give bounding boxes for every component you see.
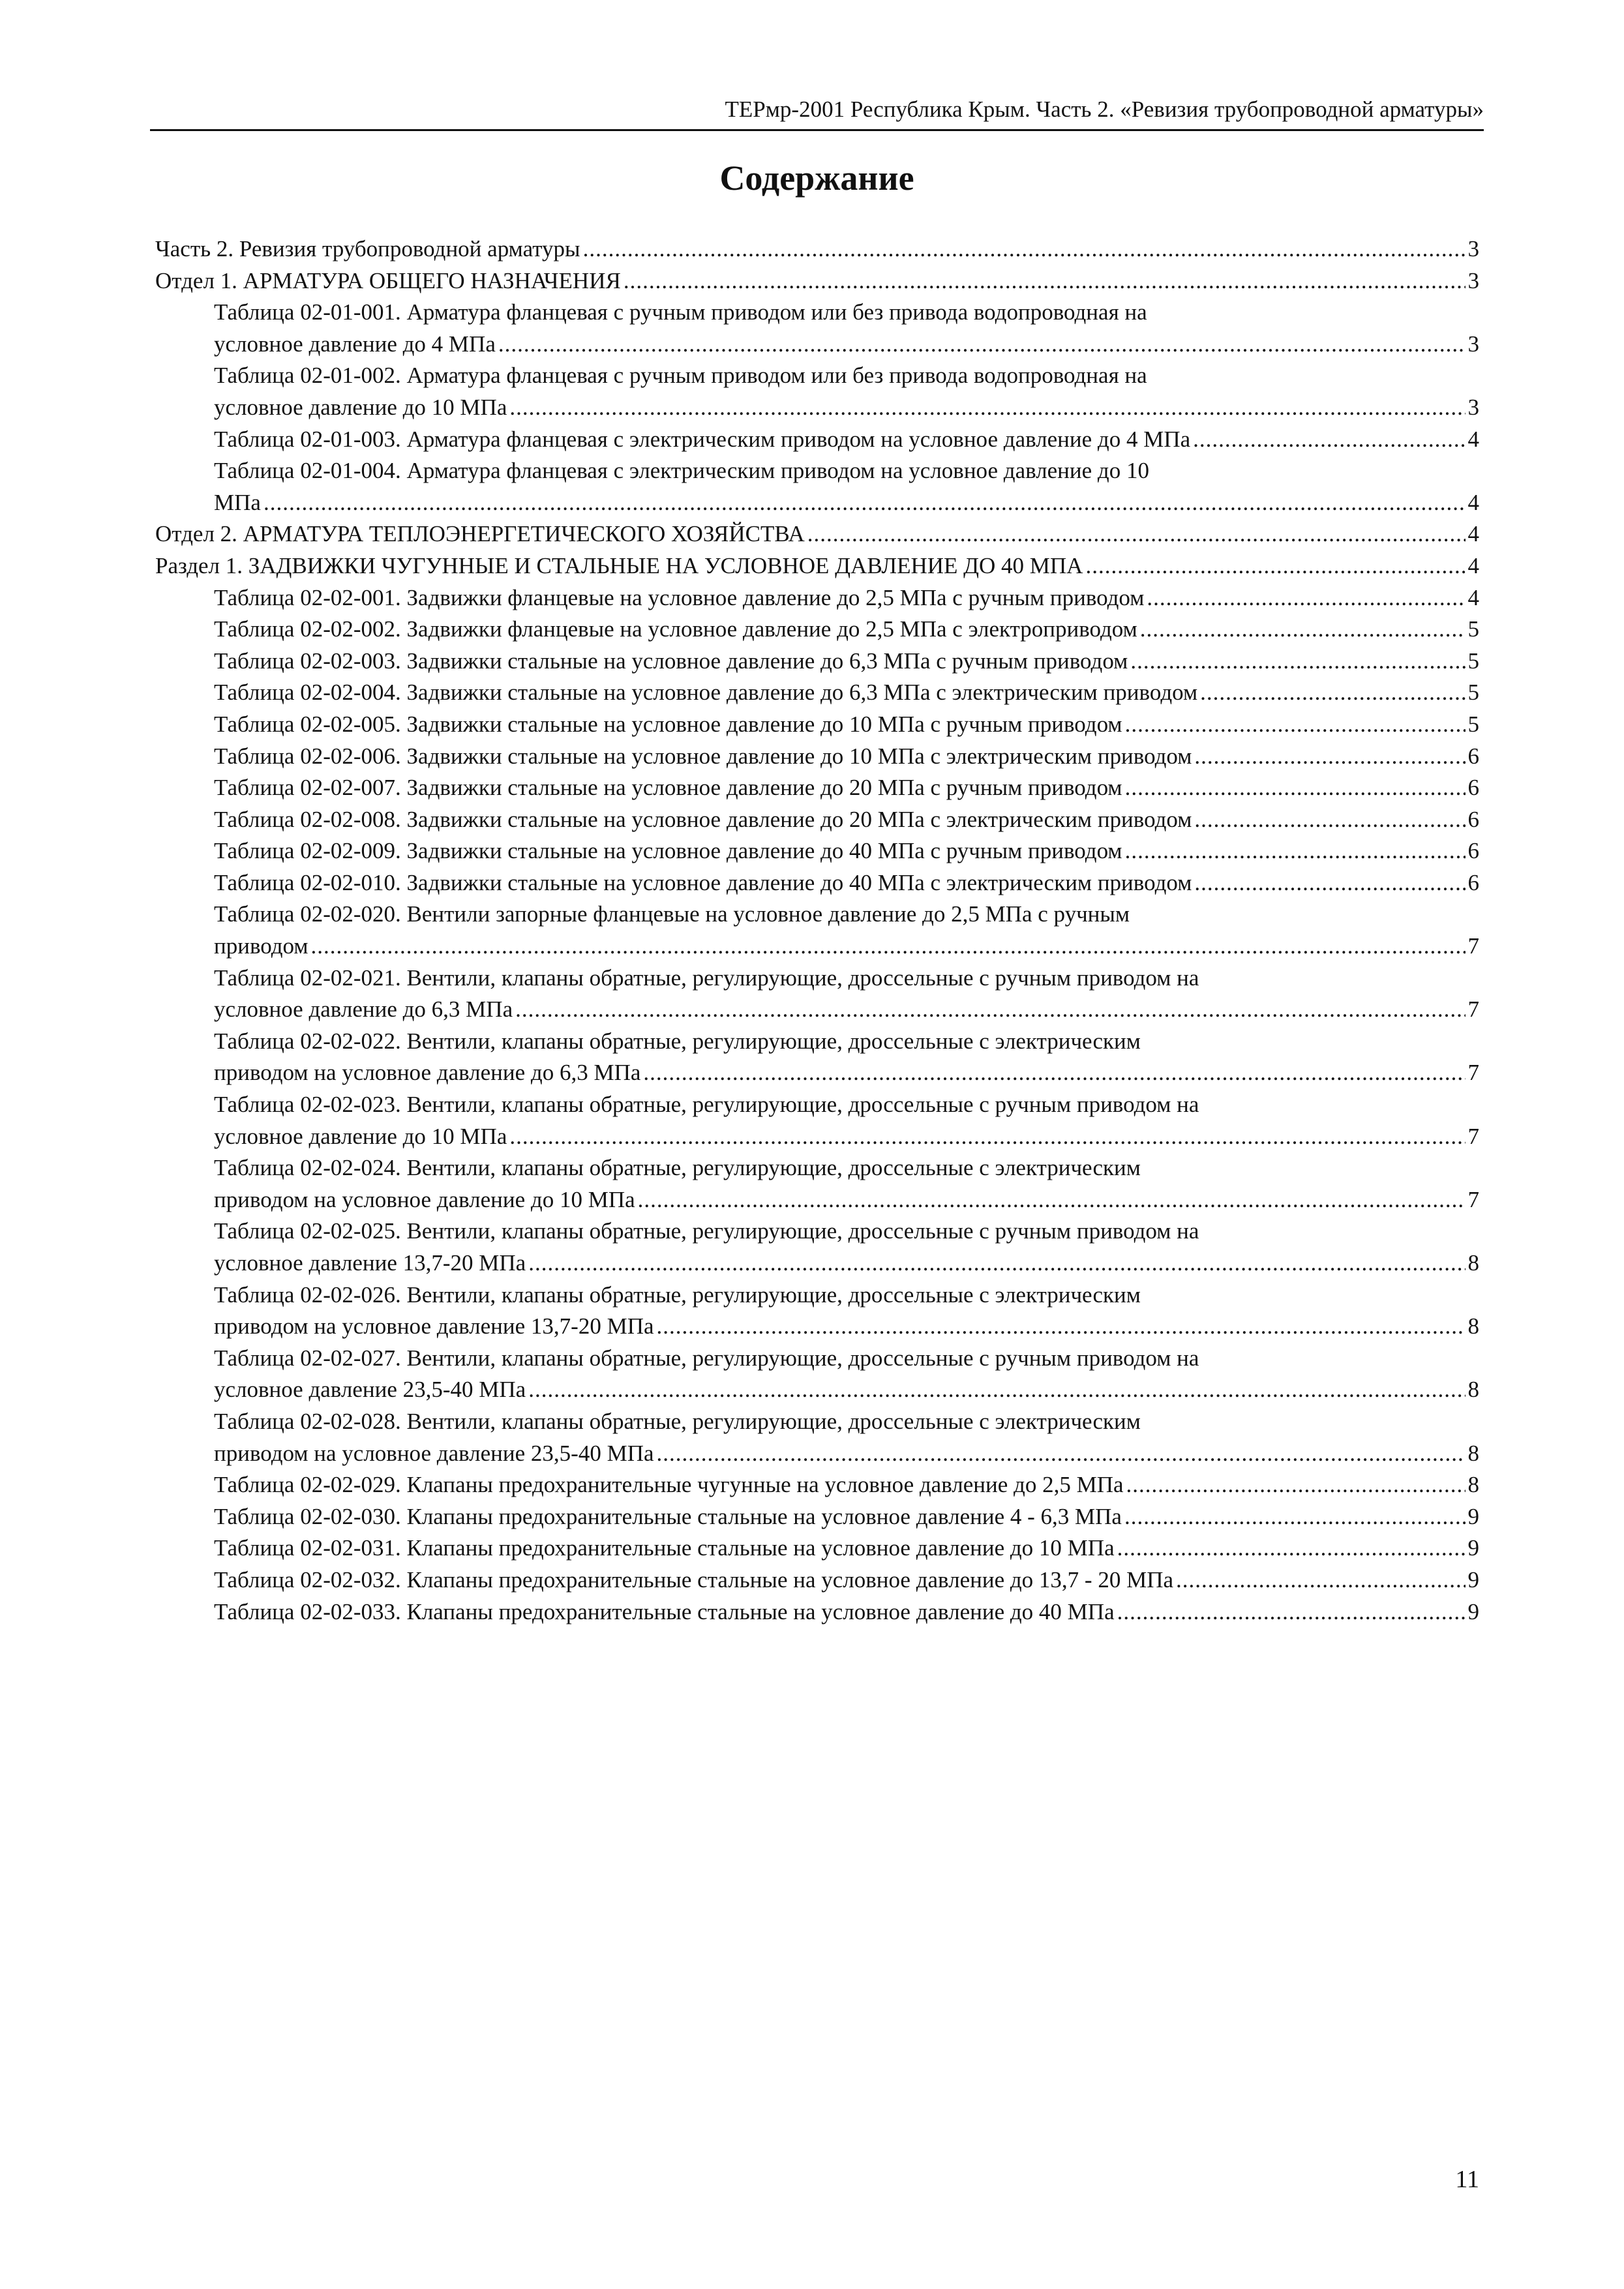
- toc-entry-text: Таблица 02-02-021. Вентили, клапаны обратные, регулирующие, дроссельные с ручным приводом на: [214, 965, 1199, 991]
- toc-entry-text: Таблица 02-01-001. Арматура фланцевая с ручным приводом или без привода водопроводная на: [214, 299, 1147, 325]
- toc-entry-line: [214, 1343, 1479, 1375]
- toc-entry[interactable]: [155, 1152, 1479, 1216]
- toc-entry-line: [214, 1152, 1479, 1184]
- toc-entry-last-line: [214, 804, 1479, 836]
- toc-entry-text: Отдел 2. АРМАТУРА ТЕПЛОЭНЕРГЕТИЧЕСКОГО ХОЗЯЙСТВА: [155, 521, 805, 547]
- toc-entry[interactable]: [155, 614, 1479, 646]
- toc-leader-dots: [1194, 867, 1465, 899]
- toc-page-number: 6: [1467, 869, 1479, 895]
- toc-entry[interactable]: [155, 518, 1479, 550]
- toc-entry-text: приводом на условное давление до 6,3 МПа: [214, 1060, 641, 1086]
- toc-entry-text: Таблица 02-02-022. Вентили, клапаны обратные, регулирующие, дроссельные с электрическим: [214, 1028, 1141, 1054]
- toc-page-number: 5: [1467, 648, 1479, 674]
- toc-entry-text: Таблица 02-02-002. Задвижки фланцевые на условное давление до 2,5 МПа с электроприводом: [214, 616, 1137, 642]
- toc-entry-text: приводом на условное давление до 10 МПа: [214, 1186, 635, 1212]
- toc-page-number: 7: [1467, 1186, 1479, 1212]
- toc-leader-dots: [311, 931, 1466, 963]
- toc-entry[interactable]: [155, 677, 1479, 709]
- toc-entry-line: [214, 360, 1479, 392]
- toc-page-number: 7: [1467, 1123, 1479, 1149]
- toc-leader-dots: [1194, 741, 1465, 773]
- toc-entry[interactable]: [155, 1596, 1479, 1628]
- toc-entry-text: Таблица 02-02-029. Клапаны предохранительные чугунные на условное давление до 2,5 МПа: [214, 1472, 1124, 1498]
- toc-page-number: 3: [1467, 331, 1479, 357]
- toc-entry-last-line: [155, 518, 1479, 550]
- toc-leader-dots: [1117, 1533, 1466, 1564]
- toc-entry-last-line: [214, 614, 1479, 646]
- toc-leader-dots: [1140, 614, 1466, 646]
- toc-leader-dots: [1117, 1596, 1466, 1628]
- toc-page-number: 9: [1467, 1503, 1479, 1529]
- toc-page-number: 9: [1467, 1566, 1479, 1593]
- toc-leader-dots: [1124, 1501, 1466, 1533]
- toc-entry-last-line: [214, 867, 1479, 899]
- toc-entry-text: Таблица 02-02-023. Вентили, клапаны обратные, регулирующие, дроссельные с ручным приводом на: [214, 1092, 1199, 1118]
- toc-entry[interactable]: [155, 233, 1479, 265]
- toc-entry-text: Отдел 1. АРМАТУРА ОБЩЕГО НАЗНАЧЕНИЯ: [155, 267, 621, 293]
- toc-entry-last-line: [214, 1248, 1479, 1279]
- toc-leader-dots: [515, 994, 1465, 1026]
- toc-entry-text: Таблица 02-02-006. Задвижки стальные на условное давление до 10 МПа с электрическим приводом: [214, 743, 1192, 769]
- toc-entry-line: [214, 1279, 1479, 1311]
- toc-entry-last-line: [214, 1564, 1479, 1596]
- toc-leader-dots: [638, 1184, 1466, 1216]
- toc-entry-text: МПа: [214, 489, 261, 515]
- toc-entry-text: приводом на условное давление 13,7-20 МПа: [214, 1313, 654, 1339]
- toc-entry-text: условное давление до 10 МПа: [214, 394, 507, 420]
- toc-entry-text: Таблица 02-02-026. Вентили, клапаны обратные, регулирующие, дроссельные с электрическим: [214, 1281, 1141, 1308]
- toc-page-number: 5: [1467, 680, 1479, 706]
- toc-page-number: 4: [1467, 426, 1479, 452]
- toc-entry[interactable]: [155, 772, 1479, 804]
- toc-leader-dots: [1176, 1564, 1465, 1596]
- toc-entry[interactable]: [155, 455, 1479, 518]
- toc-entry-last-line: [214, 646, 1479, 678]
- toc-page-number: 8: [1467, 1440, 1479, 1466]
- toc-page-number: 6: [1467, 775, 1479, 801]
- toc-entry-last-line: [214, 1057, 1479, 1089]
- toc-entry-last-line: [214, 487, 1479, 519]
- toc-leader-dots: [509, 1121, 1465, 1153]
- toc-page-number: 4: [1467, 552, 1479, 578]
- toc-entry[interactable]: [155, 360, 1479, 423]
- toc-leader-dots: [263, 487, 1466, 519]
- toc-entry[interactable]: [155, 582, 1479, 614]
- toc-entry-text: Таблица 02-02-004. Задвижки стальные на условное давление до 6,3 МПа с электрическим приводом: [214, 680, 1198, 706]
- toc-entry-last-line: [214, 1311, 1479, 1343]
- toc-leader-dots: [1125, 772, 1466, 804]
- toc-entry[interactable]: [155, 646, 1479, 678]
- toc-page-number: 7: [1467, 1060, 1479, 1086]
- toc-entry-text: Таблица 02-02-027. Вентили, клапаны обратные, регулирующие, дроссельные с ручным приводом на: [214, 1345, 1199, 1371]
- toc-leader-dots: [1085, 550, 1465, 582]
- toc-entry-last-line: [155, 550, 1479, 582]
- toc-entry-last-line: [214, 392, 1479, 424]
- toc-entry-text: Таблица 02-02-005. Задвижки стальные на условное давление до 10 МПа с ручным приводом: [214, 711, 1122, 737]
- toc-entry-text: Часть 2. Ревизия трубопроводной арматуры: [155, 236, 580, 262]
- toc-page-number: 9: [1467, 1535, 1479, 1561]
- toc-entry-text: Таблица 02-02-033. Клапаны предохранительные стальные на условное давление до 40 МПа: [214, 1598, 1115, 1624]
- toc-entry-text: приводом на условное давление 23,5-40 МПа: [214, 1440, 654, 1466]
- toc-entry-text: Таблица 02-02-025. Вентили, клапаны обратные, регулирующие, дроссельные с ручным приводом на: [214, 1218, 1199, 1244]
- toc-leader-dots: [509, 392, 1465, 424]
- toc-entry-text: Таблица 02-02-009. Задвижки стальные на условное давление до 40 МПа с ручным приводом: [214, 838, 1122, 864]
- toc-entry-last-line: [214, 1184, 1479, 1216]
- toc-page-number: 8: [1467, 1313, 1479, 1339]
- toc-entry-text: Таблица 02-01-003. Арматура фланцевая с электрическим приводом на условное давление до 4 МПа: [214, 426, 1191, 452]
- toc-entry-line: [214, 963, 1479, 995]
- toc-entry-last-line: [214, 1501, 1479, 1533]
- toc-leader-dots: [657, 1311, 1466, 1343]
- toc-leader-dots: [624, 265, 1466, 297]
- toc-entry-last-line: [214, 1121, 1479, 1153]
- toc-entry[interactable]: [155, 709, 1479, 741]
- toc-entry[interactable]: [155, 899, 1479, 962]
- toc-entry-text: условное давление до 6,3 МПа: [214, 996, 513, 1023]
- toc-entry-text: Таблица 02-02-028. Вентили, клапаны обратные, регулирующие, дроссельные с электрическим: [214, 1408, 1141, 1434]
- toc-entry-text: Таблица 02-02-020. Вентили запорные фланцевые на условное давление до 2,5 МПа с ручным: [214, 901, 1130, 927]
- toc-entry[interactable]: [155, 1501, 1479, 1533]
- toc-entry-last-line: [214, 1533, 1479, 1564]
- toc-leader-dots: [528, 1248, 1465, 1279]
- toc-page-number: 5: [1467, 711, 1479, 737]
- toc-leader-dots: [643, 1057, 1465, 1089]
- toc-page-number: 3: [1467, 394, 1479, 420]
- toc-entry-text: приводом: [214, 933, 308, 959]
- toc-entry[interactable]: [155, 1089, 1479, 1152]
- toc-entry-text: условное давление 23,5-40 МПа: [214, 1377, 526, 1403]
- toc-page-number: 6: [1467, 806, 1479, 832]
- toc-leader-dots: [498, 329, 1466, 361]
- toc-entry-last-line: [214, 835, 1479, 867]
- page-number: 11: [1455, 2166, 1479, 2193]
- toc-entry[interactable]: [155, 1216, 1479, 1279]
- toc-entry-last-line: [214, 424, 1479, 456]
- toc-entry-last-line: [214, 931, 1479, 963]
- toc-leader-dots: [1130, 646, 1465, 678]
- toc-entry[interactable]: [155, 1406, 1479, 1469]
- toc-leader-dots: [1193, 424, 1465, 456]
- toc-entry-last-line: [214, 709, 1479, 741]
- toc-page-number: 7: [1467, 996, 1479, 1023]
- toc-entry-text: Таблица 02-02-008. Задвижки стальные на условное давление до 20 МПа с электрическим приводом: [214, 806, 1192, 832]
- toc-entry-line: [214, 455, 1479, 487]
- toc-entry-line: [214, 297, 1479, 329]
- toc-leader-dots: [657, 1438, 1466, 1470]
- toc-entry-last-line: [214, 329, 1479, 361]
- toc-entry-last-line: [155, 265, 1479, 297]
- toc-entry[interactable]: [155, 297, 1479, 360]
- toc-entry[interactable]: [155, 1533, 1479, 1564]
- toc-entry[interactable]: [155, 265, 1479, 297]
- toc-page-number: 6: [1467, 743, 1479, 769]
- toc-entry-text: Таблица 02-02-031. Клапаны предохранительные стальные на условное давление до 10 МПа: [214, 1535, 1115, 1561]
- toc-page-number: 7: [1467, 933, 1479, 959]
- toc-entry[interactable]: [155, 963, 1479, 1026]
- toc-entry-line: [214, 899, 1479, 931]
- toc-entry-text: Таблица 02-02-010. Задвижки стальные на условное давление до 40 МПа с электрическим приводом: [214, 869, 1192, 895]
- toc-entry[interactable]: [155, 741, 1479, 773]
- toc-entry-text: Таблица 02-02-032. Клапаны предохранительные стальные на условное давление до 13,7 - 20 МПа: [214, 1566, 1174, 1593]
- toc-leader-dots: [528, 1374, 1465, 1406]
- toc-leader-dots: [1125, 835, 1466, 867]
- toc-entry-last-line: [214, 994, 1479, 1026]
- toc-page-number: 8: [1467, 1377, 1479, 1403]
- toc-entry-last-line: [214, 677, 1479, 709]
- page-title: Содержание: [719, 158, 914, 198]
- toc-page-number: 4: [1467, 521, 1479, 547]
- toc-entry-text: Таблица 02-01-002. Арматура фланцевая с ручным приводом или без привода водопроводная на: [214, 363, 1147, 389]
- toc-entry-line: [214, 1089, 1479, 1121]
- toc-page-number: 9: [1467, 1598, 1479, 1624]
- toc-entry-text: Таблица 02-02-007. Задвижки стальные на условное давление до 20 МПа с ручным приводом: [214, 775, 1122, 801]
- toc-entry[interactable]: [155, 1343, 1479, 1406]
- toc-entry-last-line: [214, 772, 1479, 804]
- toc-entry-line: [214, 1216, 1479, 1248]
- toc-page-number: 8: [1467, 1250, 1479, 1276]
- toc-page-number: 5: [1467, 616, 1479, 642]
- toc-leader-dots: [1200, 677, 1465, 709]
- toc-entry-last-line: [214, 1596, 1479, 1628]
- toc-leader-dots: [1147, 582, 1465, 614]
- toc-entry[interactable]: [155, 1564, 1479, 1596]
- table-of-contents: [155, 233, 1479, 1628]
- toc-leader-dots: [1194, 804, 1465, 836]
- toc-entry-line: [214, 1406, 1479, 1438]
- toc-page-number: 4: [1467, 584, 1479, 610]
- toc-entry-text: Таблица 02-02-003. Задвижки стальные на условное давление до 6,3 МПа с ручным приводом: [214, 648, 1128, 674]
- toc-entry[interactable]: [155, 804, 1479, 836]
- toc-entry[interactable]: [155, 835, 1479, 867]
- toc-entry-text: Таблица 02-02-030. Клапаны предохранительные стальные на условное давление 4 - 6,3 МПа: [214, 1503, 1122, 1529]
- running-header: ТЕРмр-2001 Республика Крым. Часть 2. «Ревизия трубопроводной арматуры»: [150, 97, 1484, 131]
- toc-entry-last-line: [214, 1438, 1479, 1470]
- toc-entry-line: [214, 1026, 1479, 1058]
- toc-entry-text: условное давление до 10 МПа: [214, 1123, 507, 1149]
- toc-page-number: 3: [1467, 267, 1479, 293]
- toc-entry-last-line: [214, 1469, 1479, 1501]
- toc-entry-text: Таблица 02-02-024. Вентили, клапаны обратные, регулирующие, дроссельные с электрическим: [214, 1155, 1141, 1181]
- toc-entry-last-line: [214, 741, 1479, 773]
- toc-entry-last-line: [155, 233, 1479, 265]
- toc-entry[interactable]: [155, 1279, 1479, 1343]
- toc-leader-dots: [1125, 709, 1466, 741]
- toc-entry-text: Таблица 02-02-001. Задвижки фланцевые на условное давление до 2,5 МПа с ручным приводом: [214, 584, 1145, 610]
- toc-page-number: 8: [1467, 1472, 1479, 1498]
- toc-entry-text: Раздел 1. ЗАДВИЖКИ ЧУГУННЫЕ И СТАЛЬНЫЕ НА УСЛОВНОЕ ДАВЛЕНИЕ ДО 40 МПА: [155, 552, 1083, 578]
- toc-leader-dots: [807, 518, 1466, 550]
- toc-entry[interactable]: [155, 1469, 1479, 1501]
- toc-leader-dots: [583, 233, 1466, 265]
- toc-leader-dots: [1126, 1469, 1466, 1501]
- toc-page-number: 4: [1467, 489, 1479, 515]
- toc-page-number: 6: [1467, 838, 1479, 864]
- toc-entry[interactable]: [155, 867, 1479, 899]
- toc-entry-text: Таблица 02-01-004. Арматура фланцевая с электрическим приводом на условное давление до 10: [214, 458, 1149, 484]
- toc-entry-last-line: [214, 1374, 1479, 1406]
- toc-entry[interactable]: [155, 550, 1479, 582]
- toc-entry[interactable]: [155, 424, 1479, 456]
- toc-entry-text: условное давление 13,7-20 МПа: [214, 1250, 526, 1276]
- toc-entry-text: условное давление до 4 МПа: [214, 331, 496, 357]
- toc-entry-last-line: [214, 582, 1479, 614]
- toc-entry[interactable]: [155, 1026, 1479, 1089]
- toc-page-number: 3: [1467, 236, 1479, 262]
